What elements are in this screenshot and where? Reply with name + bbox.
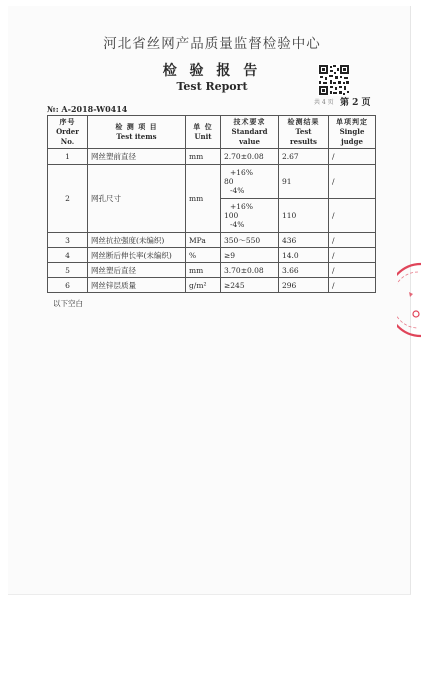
table-row: 5 网丝塑后直径 mm 3.70±0.08 3.66 / xyxy=(48,263,376,278)
col-judge: 单项判定 Single judge xyxy=(329,116,376,149)
table-row: +16% 100 -4% 110 / xyxy=(48,199,376,233)
report-title-cn: 检 验 报 告 xyxy=(162,63,262,79)
table-row: 6 网丝锌层质量 g/m² ≥245 296 / xyxy=(48,278,376,293)
table-row: 2 网孔尺寸 mm +16% 80 -4% 91 / xyxy=(48,165,376,199)
col-standard: 技术要求 Standard value xyxy=(221,116,279,149)
blank-below-note: 以下空白 xyxy=(53,299,83,308)
table-header-row xyxy=(48,116,376,149)
mesh-std-100: +16% 100 -4% xyxy=(221,199,279,233)
red-seal-stamp-icon xyxy=(397,262,423,338)
col-result: 检测结果 Test results xyxy=(279,116,329,149)
report-number: №: A-2018-W0414 xyxy=(47,104,128,114)
table-row: 4 网丝断后伸长率(未编织) % ≥9 14.0 / xyxy=(48,248,376,263)
mesh-std-80: +16% 80 -4% xyxy=(221,165,279,199)
test-results-table xyxy=(47,115,376,293)
qr-code-icon xyxy=(318,64,350,96)
page-number: 第 2 页 xyxy=(340,98,371,108)
table-row: 1 网丝塑前直径 mm 2.70±0.08 2.67 / xyxy=(48,149,376,165)
page-total: 共 4 页 xyxy=(314,99,334,106)
col-unit: 单 位 Unit xyxy=(186,116,221,149)
table-row: 3 网丝抗拉强度(未编织) MPa 350～550 436 / xyxy=(48,233,376,248)
center-name: 河北省丝网产品质量监督检验中心 xyxy=(103,36,321,52)
col-order: 序号 Order No. xyxy=(48,116,88,149)
report-title-en: Test Report xyxy=(176,80,248,93)
col-item: 检 测 项 目 Test items xyxy=(88,116,186,149)
